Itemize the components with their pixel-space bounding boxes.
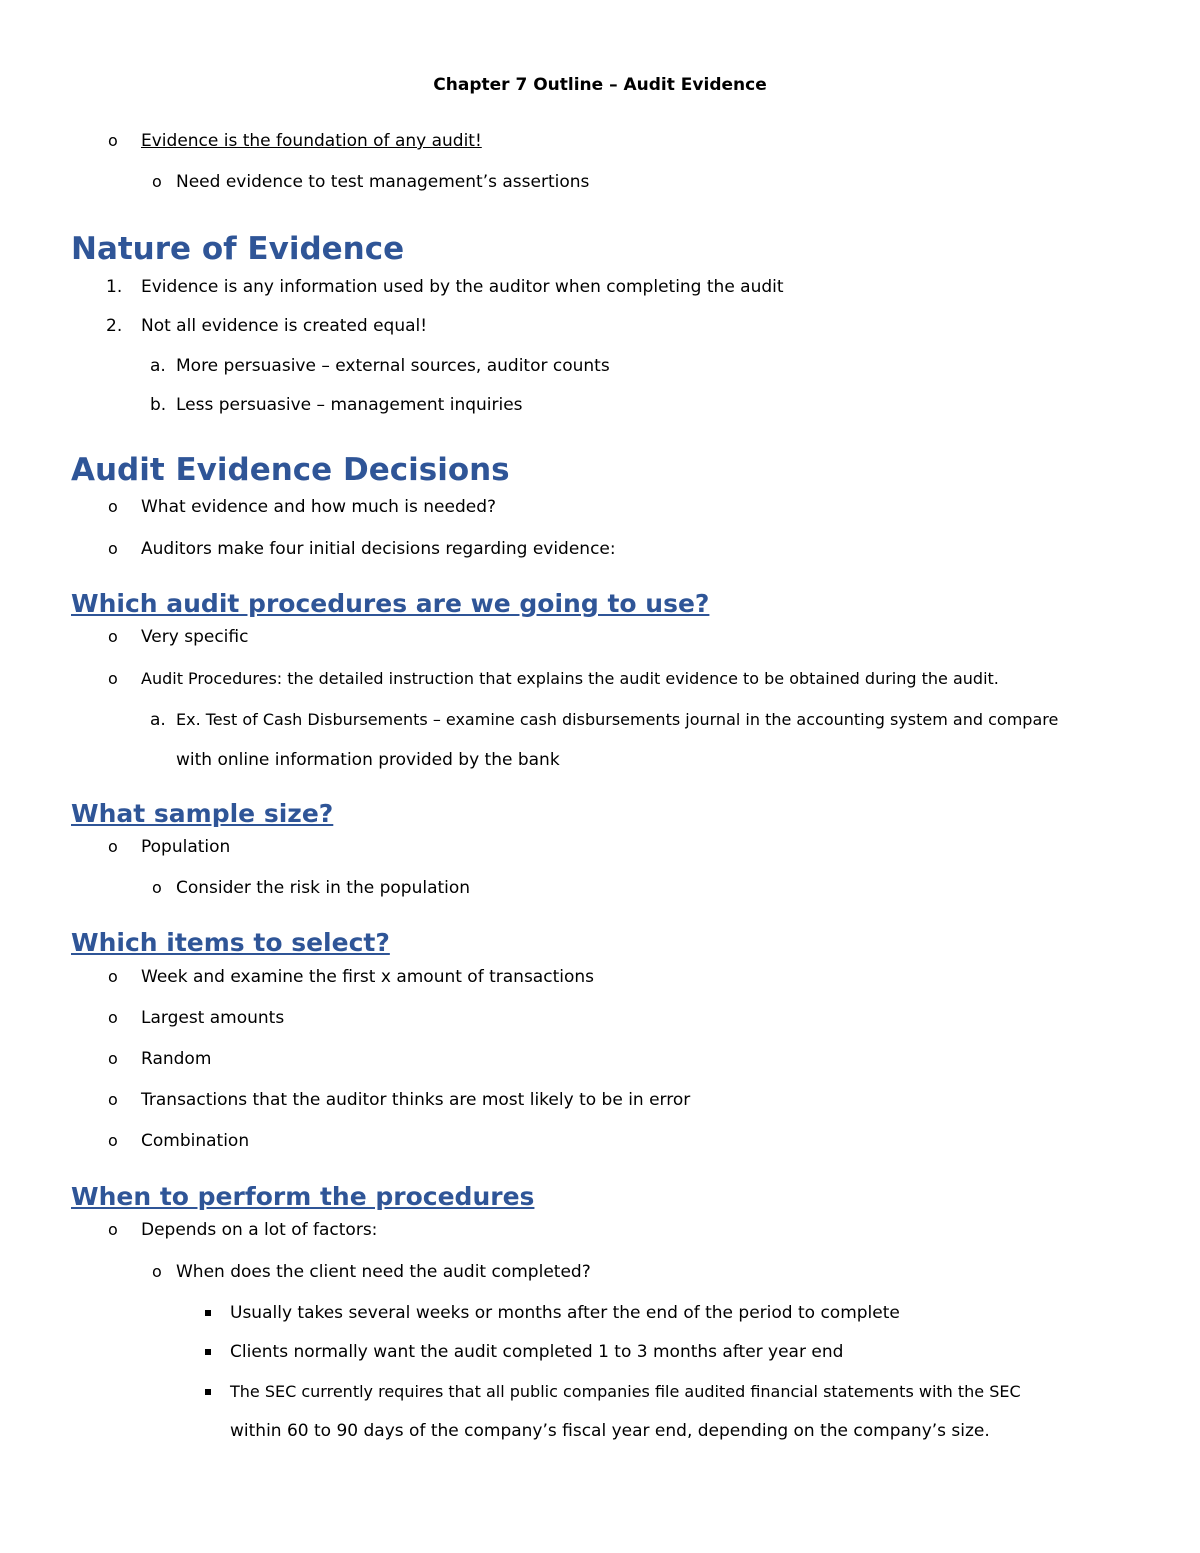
list-item-text: More persuasive – external sources, auditor counts [176,356,610,376]
list-item-text: Auditors make four initial decisions regarding evidence: [141,539,616,559]
number-marker: 2. [106,316,123,336]
section-heading-select: Which items to select? [71,928,390,957]
list-item-text: Consider the risk in the population [176,878,471,898]
list-item-text: Week and examine the first x amount of transactions [141,967,594,987]
list-item-text: What evidence and how much is needed? [141,497,497,517]
square-bullet-icon [205,1310,211,1316]
square-bullet-icon [205,1389,211,1395]
list-item-text: Clients normally want the audit completed 1 to 3 months after year end [230,1342,844,1362]
list-item-text: Random [141,1049,212,1069]
list-item-text: Evidence is any information used by the auditor when completing the audit [141,277,784,297]
page-title: Chapter 7 Outline – Audit Evidence [433,75,767,95]
list-item-text: Largest amounts [141,1008,285,1028]
letter-marker: a. [150,356,166,376]
section-heading-sample: What sample size? [71,799,334,828]
square-bullet-icon [205,1349,211,1355]
list-item-text: Usually takes several weeks or months after the end of the period to complete [230,1303,900,1323]
bullet-marker: o [108,1090,118,1109]
section-heading-decisions: Audit Evidence Decisions [71,452,510,488]
list-item-text: Need evidence to test management’s assertions [176,172,590,192]
list-item-text: When does the client need the audit completed? [176,1262,591,1282]
bullet-marker: o [108,669,118,688]
letter-marker: b. [150,395,167,415]
list-item-text: Less persuasive – management inquiries [176,395,523,415]
bullet-marker: o [108,131,118,150]
section-heading-nature: Nature of Evidence [71,231,405,267]
bullet-marker: o [108,627,118,646]
list-item-text: Depends on a lot of factors: [141,1220,378,1240]
list-item-text: Transactions that the auditor thinks are most likely to be in error [141,1090,691,1110]
list-item-text: with online information provided by the bank [176,750,560,770]
bullet-marker: o [152,1262,162,1281]
bullet-marker: o [108,539,118,558]
section-heading-procedures: Which audit procedures are we going to use? [71,589,710,618]
bullet-marker: o [108,1131,118,1150]
list-item-text: Population [141,837,231,857]
bullet-marker: o [152,172,162,191]
bullet-marker: o [108,1049,118,1068]
list-item-text: Ex. Test of Cash Disbursements – examine cash disbursements journal in the accounting system and compare [176,710,1059,729]
letter-marker: a. [150,710,166,730]
list-item-text: Not all evidence is created equal! [141,316,428,336]
list-item-text: Very specific [141,627,249,647]
bullet-marker: o [108,1220,118,1239]
bullet-marker: o [108,837,118,856]
bullet-marker: o [108,497,118,516]
list-item-text: Combination [141,1131,250,1151]
section-heading-timing: When to perform the procedures [71,1182,535,1211]
bullet-marker: o [152,878,162,897]
bullet-marker: o [108,1008,118,1027]
list-item-text: The SEC currently requires that all public companies file audited financial statements with the SEC [230,1382,1021,1401]
list-item-text: within 60 to 90 days of the company’s fiscal year end, depending on the company’s size. [230,1421,990,1441]
bullet-marker: o [108,967,118,986]
number-marker: 1. [106,277,123,297]
list-item-text: Evidence is the foundation of any audit! [141,131,482,151]
list-item-text: Audit Procedures: the detailed instruction that explains the audit evidence to be obtained during the audit. [141,669,999,688]
